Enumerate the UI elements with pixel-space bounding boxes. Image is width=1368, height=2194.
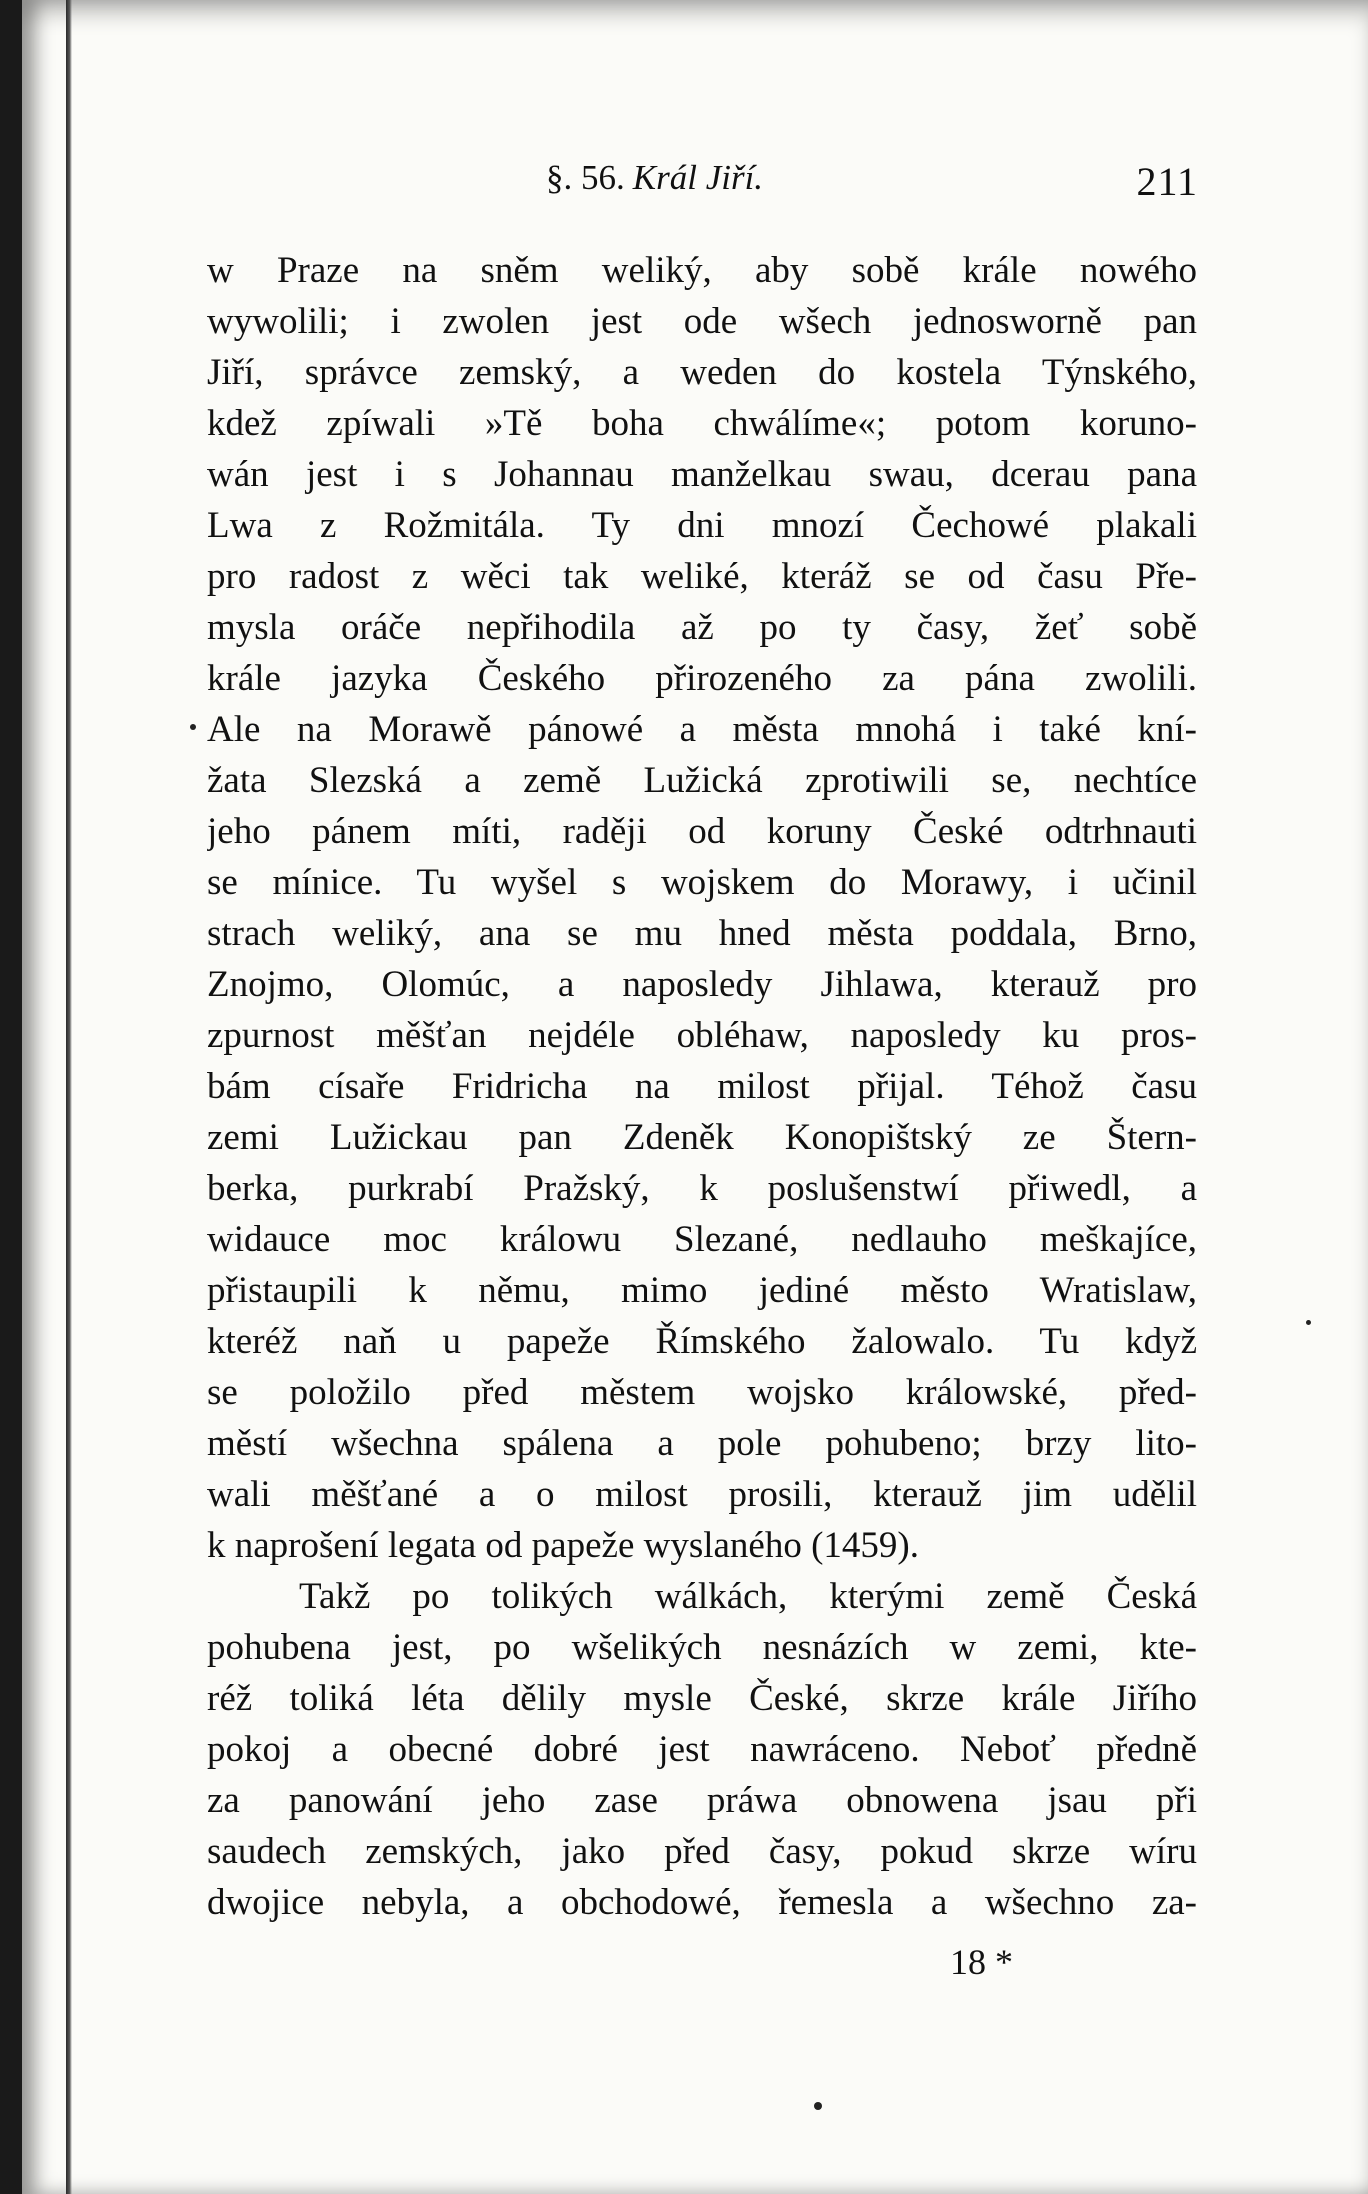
page-number: 211 bbox=[1136, 159, 1198, 204]
binding-edge bbox=[66, 0, 72, 2194]
text-line: se mínice. Tu wyšel s wojskem do Morawy, i učinil bbox=[207, 862, 1197, 903]
ink-speck bbox=[1306, 1320, 1311, 1325]
chapter-title: Král Jiří. bbox=[632, 158, 764, 197]
body-text bbox=[207, 245, 1197, 1928]
text-line: widauce moc králowu Slezané, nedlauho meškajíce, bbox=[207, 1219, 1197, 1260]
text-line: zpurnost měšťan nejdéle obléhaw, naposledy ku pros- bbox=[207, 1015, 1197, 1056]
text-line: krále jazyka Českého přirozeného za pána zwolili. bbox=[207, 658, 1197, 699]
text-line: Takž po tolikých wálkách, kterými země Česká bbox=[299, 1576, 1197, 1617]
text-line: městí wšechna spálena a pole pohubeno; brzy lito- bbox=[207, 1423, 1197, 1464]
text-line: Ale na Morawě pánowé a města mnohá i také kní- bbox=[207, 709, 1197, 750]
text-line: bám císaře Fridricha na milost přijal. Téhož času bbox=[207, 1066, 1197, 1107]
text-line: kteréž naň u papeže Římského žalowalo. Tu když bbox=[207, 1321, 1197, 1362]
ink-speck bbox=[814, 2102, 822, 2110]
text-line: jeho pánem míti, raději od koruny České odtrhnauti bbox=[207, 811, 1197, 852]
text-line: pohubena jest, po wšelikých nesnázích w zemi, kte- bbox=[207, 1627, 1197, 1668]
text-line: w Praze na sněm weliký, aby sobě krále nowého bbox=[207, 250, 1197, 291]
text-line: k naprošení legata od papeže wyslaného (1459). bbox=[207, 1525, 919, 1566]
text-line: pokoj a obecné dobré jest nawráceno. Neboť předně bbox=[207, 1729, 1197, 1770]
text-line: se položilo před městem wojsko králowské, před- bbox=[207, 1372, 1197, 1413]
text-line: žata Slezská a země Lužická zprotiwili se, nechtíce bbox=[207, 760, 1197, 801]
text-line: mysla oráče nepřihodila až po ty časy, žeť sobě bbox=[207, 607, 1197, 648]
text-line: Znojmo, Olomúc, a naposledy Jihlawa, kterauž pro bbox=[207, 964, 1197, 1005]
text-line: Lwa z Rožmitála. Ty dni mnozí Čechowé plakali bbox=[207, 505, 1197, 546]
text-line: za panowání jeho zase práwa obnowena jsau při bbox=[207, 1780, 1197, 1821]
text-line: přistaupili k němu, mimo jediné město Wratislaw, bbox=[207, 1270, 1197, 1311]
text-line: réž toliká léta dělily mysle České, skrze krále Jiřího bbox=[207, 1678, 1197, 1719]
text-line: pro radost z wěci tak weliké, kteráž se od času Pře- bbox=[207, 556, 1197, 597]
book-page bbox=[22, 0, 1368, 2194]
text-line: zemi Lužickau pan Zdeněk Konopištský ze Štern- bbox=[207, 1117, 1197, 1158]
text-line: dwojice nebyla, a obchodowé, řemesla a wšechno za- bbox=[207, 1882, 1197, 1923]
text-line: saudech zemských, jako před časy, pokud skrze wíru bbox=[207, 1831, 1197, 1872]
text-line: strach weliký, ana se mu hned města poddala, Brno, bbox=[207, 913, 1197, 954]
text-line: wywolili; i zwolen jest ode wšech jednosworně pan bbox=[207, 301, 1197, 342]
running-header bbox=[546, 158, 1198, 214]
section-number: §. 56. bbox=[546, 158, 625, 197]
text-line: wali měšťané a o milost prosili, kterauž jim udělil bbox=[207, 1474, 1197, 1515]
ink-speck bbox=[190, 724, 196, 730]
text-line: Jiří, správce zemský, a weden do kostela Týnského, bbox=[207, 352, 1197, 393]
text-line: wán jest i s Johannau manželkau swau, dcerau pana bbox=[207, 454, 1197, 495]
text-line: berka, purkrabí Pražský, k poslušenstwí přiwedl, a bbox=[207, 1168, 1197, 1209]
text-line: kdež zpíwali »Tě boha chwálíme«; potom koruno- bbox=[207, 403, 1197, 444]
signature-mark: 18 * bbox=[950, 1942, 1013, 1982]
